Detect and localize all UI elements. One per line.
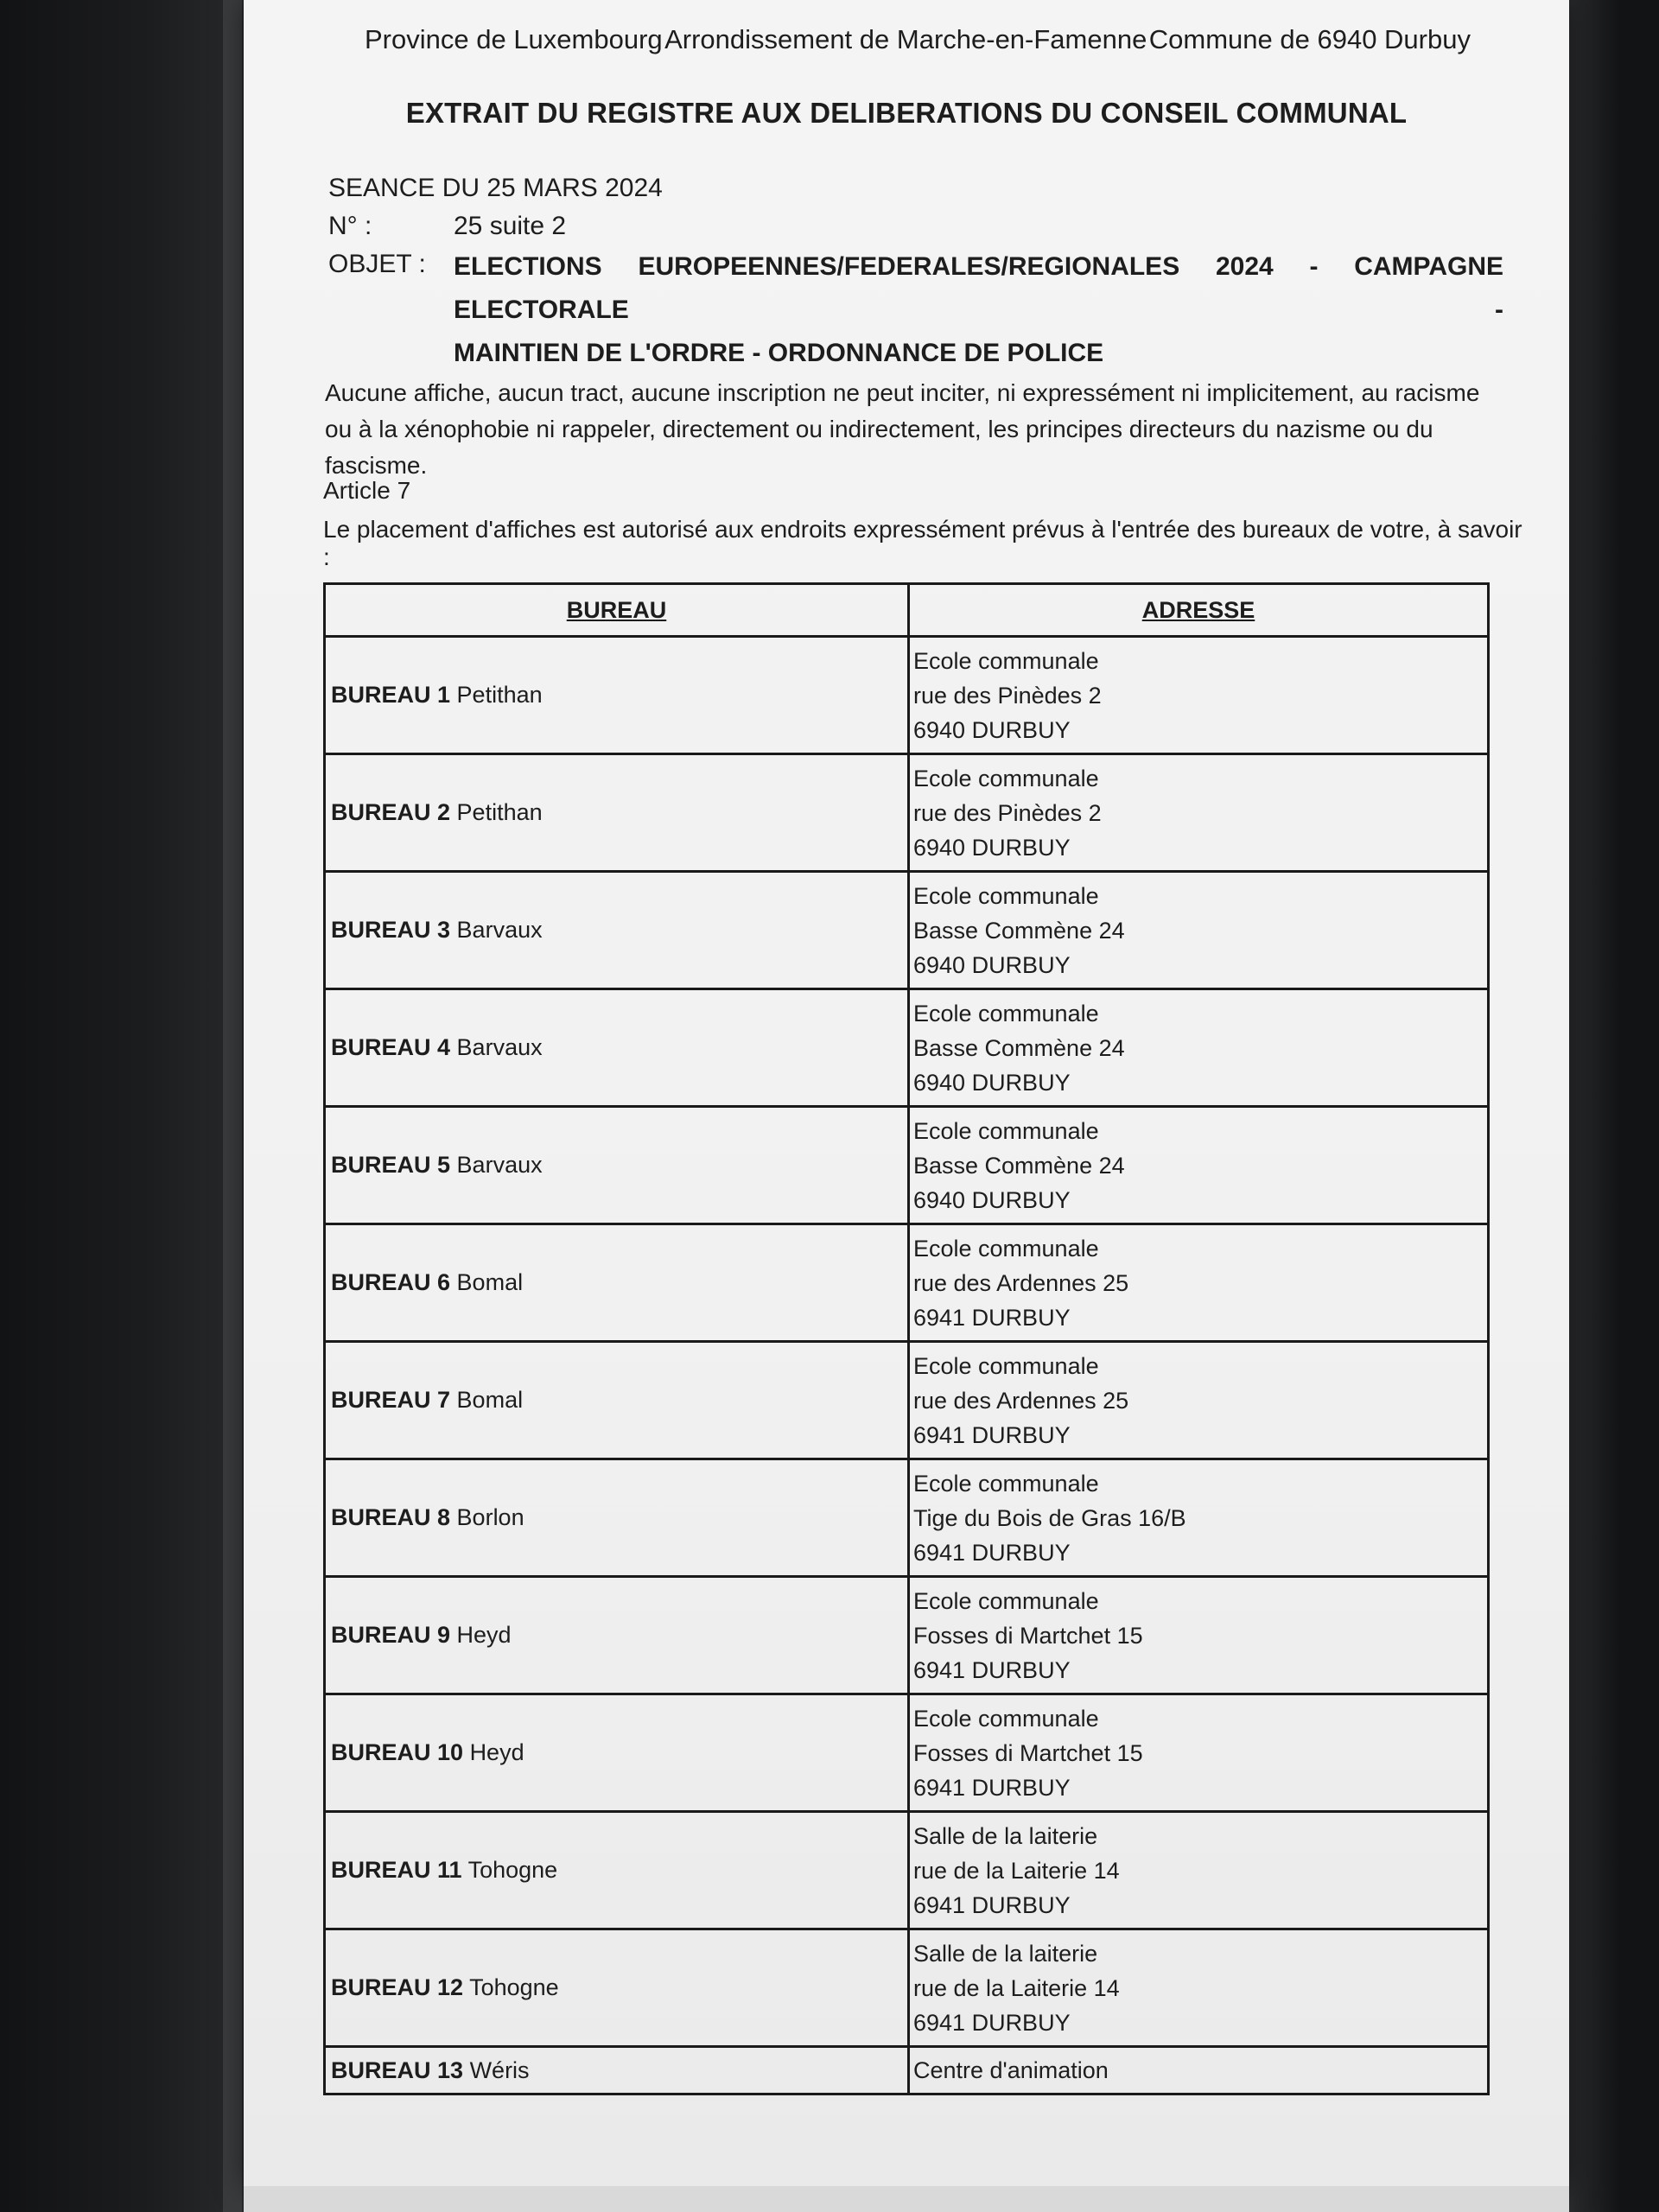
table-row	[325, 989, 1489, 1107]
bureau-number: BUREAU 13	[331, 2056, 464, 2083]
numero-value: 25 suite 2	[454, 212, 567, 240]
address-cell	[909, 1342, 1489, 1459]
table-row	[325, 1342, 1489, 1459]
address-cell	[909, 754, 1489, 872]
bureau-cell	[325, 1929, 909, 2047]
bureau-number: BUREAU 8	[331, 1504, 451, 1530]
seance-label: SEANCE DU 25 MARS 2024	[328, 174, 663, 202]
objet-indent	[328, 332, 454, 375]
address-cell	[909, 1224, 1489, 1342]
table-row	[325, 754, 1489, 872]
address-line-2: Fosses di Martchet 15	[913, 1622, 1143, 1649]
address-line-1: Ecole communale	[913, 765, 1099, 791]
bureau-cell	[325, 989, 909, 1107]
table-header-row	[325, 584, 1489, 637]
document-title: EXTRAIT DU REGISTRE AUX DELIBERATIONS DU CONSEIL COMMUNAL	[405, 97, 1408, 129]
address-line-2: rue des Pinèdes 2	[913, 799, 1102, 826]
commune-label: Commune de 6940 Durbuy	[1148, 24, 1471, 54]
page-bottom-edge	[244, 2186, 1569, 2212]
address-line-2: rue des Ardennes 25	[913, 1269, 1129, 1296]
objet-label: OBJET :	[328, 250, 426, 278]
bureau-locality: Barvaux	[456, 917, 543, 943]
bureau-number: BUREAU 2	[331, 799, 451, 825]
table-row	[325, 1812, 1489, 1929]
device-bezel-left	[0, 0, 259, 2212]
bureau-number: BUREAU 1	[331, 682, 451, 708]
address-line-1: Ecole communale	[913, 1587, 1099, 1614]
table-row	[325, 637, 1489, 754]
address-line-2: Tige du Bois de Gras 16/B	[913, 1504, 1186, 1531]
bureau-cell	[325, 1694, 909, 1812]
bureau-cell	[325, 754, 909, 872]
bureau-cell	[325, 2047, 909, 2094]
address-line-2: rue des Pinèdes 2	[913, 682, 1102, 709]
bureau-number: BUREAU 10	[331, 1739, 464, 1765]
address-cell	[909, 637, 1489, 754]
bureau-number: BUREAU 7	[331, 1387, 451, 1413]
numero-label: N° :	[328, 212, 372, 240]
address-line-1: Ecole communale	[913, 1352, 1099, 1379]
address-line-3: 6941 DURBUY	[913, 1421, 1071, 1448]
address-line-1: Ecole communale	[913, 1705, 1099, 1732]
bureau-locality: Heyd	[456, 1622, 512, 1648]
address-line-3: 6941 DURBUY	[913, 2009, 1071, 2036]
address-cell	[909, 989, 1489, 1107]
bureau-locality: Borlon	[456, 1504, 524, 1530]
bureau-locality: Petithan	[456, 682, 543, 708]
address-cell	[909, 1929, 1489, 2047]
bureau-locality: Tohogne	[467, 1857, 558, 1883]
objet-line-2: MAINTIEN DE L'ORDRE - ORDONNANCE DE POLICE	[454, 339, 1104, 367]
bureau-cell	[325, 1342, 909, 1459]
bureau-column-header: BUREAU	[325, 584, 909, 637]
province-label: Province de Luxembourg	[365, 24, 663, 54]
address-cell	[909, 2047, 1489, 2094]
address-line-3: 6940 DURBUY	[913, 1186, 1071, 1213]
intro-paragraph: Aucune affiche, aucun tract, aucune inscription ne peut inciter, ni expressément ni implicitement, au racisme ou à la xénophobie ni rappeler, directement ou indirectement, les principes directeurs du nazisme ou du fascisme.	[325, 379, 1480, 479]
table-row	[325, 1929, 1489, 2047]
address-line-3: 6940 DURBUY	[913, 834, 1071, 861]
bureau-cell	[325, 1812, 909, 1929]
table-row	[325, 1107, 1489, 1224]
table-row	[325, 1577, 1489, 1694]
bureau-locality: Tohogne	[469, 1974, 559, 2000]
address-line-2: Basse Commène 24	[913, 1152, 1125, 1179]
address-line-1: Ecole communale	[913, 1470, 1099, 1497]
bureau-locality: Bomal	[456, 1269, 524, 1295]
address-line-2: rue des Ardennes 25	[913, 1387, 1129, 1414]
frame-edge	[223, 0, 242, 2212]
numero-row	[328, 207, 1503, 245]
address-cell	[909, 1459, 1489, 1577]
bureau-cell	[325, 637, 909, 754]
address-cell	[909, 1694, 1489, 1812]
address-line-1: Centre d'animation	[913, 2057, 1109, 2083]
table-row	[325, 2047, 1489, 2094]
document-page	[244, 0, 1569, 2186]
address-line-2: Basse Commène 24	[913, 1034, 1125, 1061]
bureau-number: BUREAU 11	[331, 1857, 462, 1883]
address-line-3: 6940 DURBUY	[913, 951, 1071, 978]
table-row	[325, 872, 1489, 989]
address-cell	[909, 1577, 1489, 1694]
bureau-locality: Bomal	[456, 1387, 524, 1413]
bureaux-table	[323, 582, 1490, 2095]
address-line-2: rue de la Laiterie 14	[913, 1857, 1120, 1884]
table-row	[325, 1694, 1489, 1812]
adresse-column-header: ADRESSE	[909, 584, 1489, 637]
bureau-cell	[325, 1459, 909, 1577]
address-line-2: Fosses di Martchet 15	[913, 1739, 1143, 1766]
bureau-cell	[325, 1224, 909, 1342]
article-title: Article 7	[323, 477, 411, 504]
address-line-1: Salle de la laiterie	[913, 1940, 1098, 1967]
arrondissement-label: Arrondissement de Marche-en-Famenne	[664, 24, 1147, 54]
address-line-3: 6941 DURBUY	[913, 1656, 1071, 1683]
bureau-locality: Wéris	[469, 2056, 530, 2083]
bureau-locality: Barvaux	[456, 1152, 543, 1178]
article-text: Le placement d'affiches est autorisé aux endroits expressément prévus à l'entrée des bureaux de votre, à savoir :	[323, 516, 1522, 570]
bureau-number: BUREAU 4	[331, 1034, 451, 1060]
address-line-2: rue de la Laiterie 14	[913, 1974, 1120, 2001]
bureau-locality: Barvaux	[456, 1034, 543, 1060]
address-line-3: 6941 DURBUY	[913, 1539, 1071, 1566]
address-line-1: Ecole communale	[913, 1235, 1099, 1262]
session-meta	[328, 169, 1503, 375]
objet-line-1: ELECTIONS EUROPEENNES/FEDERALES/REGIONALES 2024 - CAMPAGNE ELECTORALE -	[454, 252, 1503, 324]
table-row	[325, 1224, 1489, 1342]
address-line-1: Salle de la laiterie	[913, 1822, 1098, 1849]
address-line-3: 6941 DURBUY	[913, 1774, 1071, 1801]
bureau-number: BUREAU 6	[331, 1269, 451, 1295]
bureau-number: BUREAU 5	[331, 1152, 451, 1178]
address-line-1: Ecole communale	[913, 1117, 1099, 1144]
address-line-3: 6941 DURBUY	[913, 1891, 1071, 1918]
document-header	[365, 24, 1471, 55]
table-row	[325, 1459, 1489, 1577]
bureau-number: BUREAU 3	[331, 917, 451, 943]
objet-row-2	[328, 332, 1503, 375]
address-cell	[909, 1812, 1489, 1929]
bureau-locality: Petithan	[456, 799, 543, 825]
address-line-3: 6940 DURBUY	[913, 1069, 1071, 1096]
bureau-number: BUREAU 12	[331, 1974, 464, 2000]
address-line-1: Ecole communale	[913, 647, 1099, 674]
bureau-cell	[325, 1107, 909, 1224]
address-cell	[909, 872, 1489, 989]
bureau-number: BUREAU 9	[331, 1622, 451, 1648]
bureau-cell	[325, 872, 909, 989]
address-line-3: 6940 DURBUY	[913, 716, 1071, 743]
address-line-1: Ecole communale	[913, 1000, 1099, 1027]
address-cell	[909, 1107, 1489, 1224]
objet-row	[328, 245, 1503, 332]
bureau-locality: Heyd	[469, 1739, 524, 1765]
address-line-1: Ecole communale	[913, 882, 1099, 909]
bureau-cell	[325, 1577, 909, 1694]
address-line-3: 6941 DURBUY	[913, 1304, 1071, 1331]
device-bezel-right	[1564, 0, 1659, 2212]
seance-row	[328, 169, 1503, 207]
address-line-2: Basse Commène 24	[913, 917, 1125, 944]
